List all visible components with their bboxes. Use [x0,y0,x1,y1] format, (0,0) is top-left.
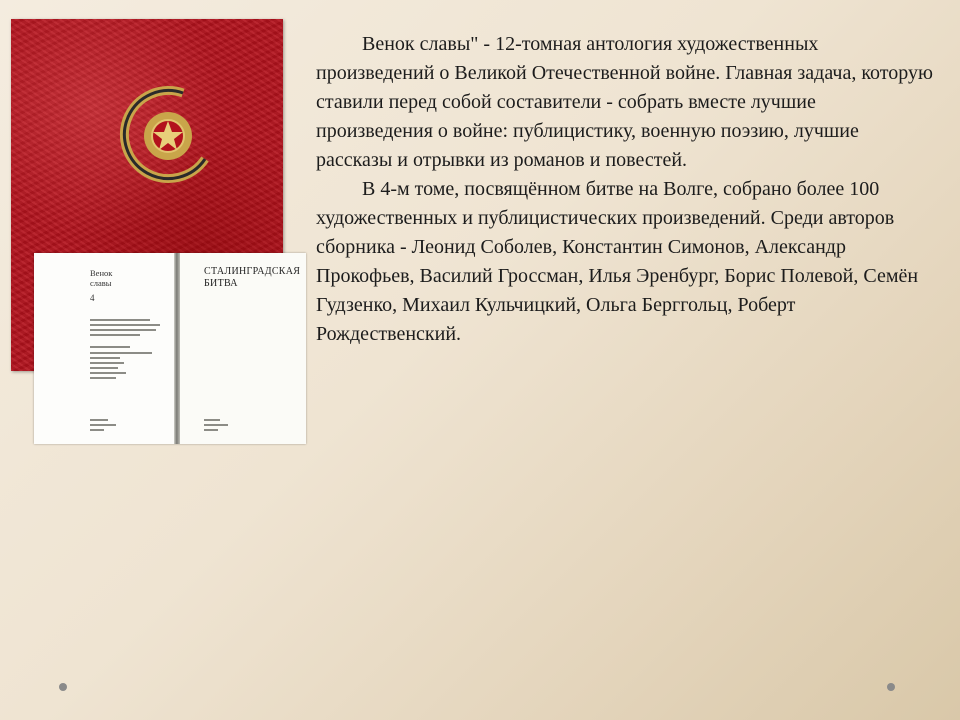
order-emblem-icon [113,81,223,191]
fine-print-line [90,367,118,369]
fine-print-line [204,419,220,421]
right-bullet-dot [887,683,895,691]
fine-print-line [90,429,104,431]
fine-print-line [90,346,130,348]
fine-print-line [90,319,150,321]
fine-print-line [90,377,116,379]
right-page [180,253,306,444]
series-title: Венок славы [90,268,113,288]
fine-print-line [90,362,124,364]
left-page [34,253,174,444]
fine-print-line [90,324,160,326]
fine-print-line [90,352,152,354]
fine-print-line [90,424,116,426]
fine-print-line [90,372,126,374]
fine-print-line [90,329,156,331]
fine-print-line [204,429,218,431]
fine-print-line [90,357,120,359]
volume-title: СТАЛИНГРАДСКАЯ БИТВА [204,266,301,289]
volume-number: 4 [90,293,95,303]
open-book-pages-image [34,253,306,444]
paragraph-anthology: Венок славы" - 12-томная антология художественных произведений о Великой Отечественной войне. Главная задача, которую ставили перед собой составители - собрать вместе лучшие произведения о войне: публицистику, военную поэзию, лучшие рассказы и отрывки из романов и повестей. [316,33,933,171]
fine-print-line [204,424,228,426]
left-bullet-dot [59,683,67,691]
description-text [316,30,936,349]
fine-print-line [90,419,108,421]
paragraph-volume-4: В 4-м томе, посвящённом битве на Волге, собрано более 100 художественных и публицистических произведений. Среди авторов сборника - Леонид Соболев, Константин Симонов, Александр Прокофьев, Василий Гроссман, Илья Эренбург, Борис Полевой, Семён Гудзенко, Михаил Кульчицкий, Ольга Берггольц, Роберт Рождественский. [316,178,919,345]
fine-print-line [90,334,140,336]
